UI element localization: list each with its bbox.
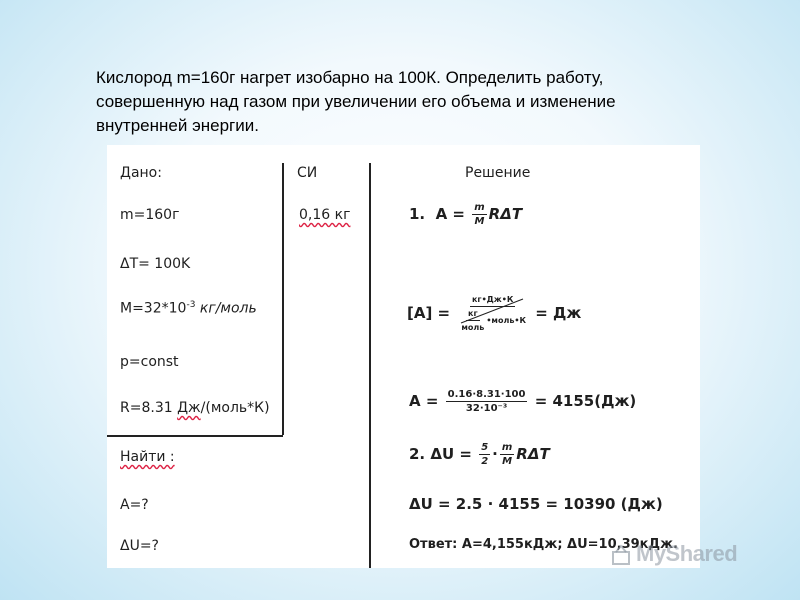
find-internal-energy: ΔU=? <box>120 538 159 554</box>
find-work: A=? <box>120 497 149 513</box>
given-pressure: p=const <box>120 354 179 370</box>
fraction-units: кг•Дж•К $\frac{кг}{\text{моль}}$ •моль•К <box>457 293 528 334</box>
answer: Ответ: A=4,155кДж; ΔU=10,39кДж. <box>409 537 678 552</box>
formula-internal-energy: 2. ΔU = $\frac{5}{2}$ · $\frac{m}{M}$ RΔT <box>409 442 550 467</box>
solution-sheet <box>107 145 700 568</box>
cancel-strike <box>457 293 527 327</box>
fraction-m-over-M-2: $\frac{m}{M}$ <box>501 442 513 467</box>
formula-units: [A] = кг•Дж•К $\frac{кг}{\text{моль}}$ •моль•К = Дж <box>407 295 582 332</box>
given-delta-t: ΔT= 100K <box>120 256 191 272</box>
given-gas-constant: R=8.31 Дж/(моль*К) <box>120 400 270 416</box>
problem-line-3: внутренней энергии. <box>96 116 259 135</box>
divider-si-solution <box>369 163 371 568</box>
fraction-m-over-M: $\frac{m}{M}$ <box>474 202 485 227</box>
given-molar-mass: $M=32*10^{-3}$ кг/моль <box>120 300 257 317</box>
fraction-work-value: $\frac{0.16\cdot 8.31\cdot 100}{\text{32·10⁻³}}$ <box>447 389 526 414</box>
myshared-logo-icon <box>610 544 632 566</box>
find-title: Найти : <box>120 449 175 465</box>
header-given: Дано: <box>120 165 162 181</box>
problem-line-2: совершенную над газом при увеличении его объема и изменение <box>96 92 616 111</box>
formula-internal-energy-value: ΔU = 2.5 · 4155 = 10390 (Дж) <box>409 495 663 513</box>
fraction-five-halves: $\frac{5}{2}$ <box>481 442 489 467</box>
given-mass: m=160г <box>120 207 180 223</box>
divider-given-find <box>107 435 283 437</box>
header-si: СИ <box>297 165 318 181</box>
formula-work: 1. A = $\frac{m}{M}$ RΔT <box>409 202 523 227</box>
divider-given-si <box>282 163 284 435</box>
header-solution: Решение <box>465 165 531 181</box>
problem-statement <box>96 66 736 138</box>
problem-line-1: Кислород m=160г нагрет изобарно на 100К. Определить работу, <box>96 68 604 87</box>
myshared-watermark: MyShared <box>636 541 738 566</box>
si-mass: 0,16 кг <box>299 207 351 223</box>
formula-work-value: A = $\frac{0.16\cdot 8.31\cdot 100}{\text{32·10⁻³}}$ = 4155(Дж) <box>409 389 637 414</box>
